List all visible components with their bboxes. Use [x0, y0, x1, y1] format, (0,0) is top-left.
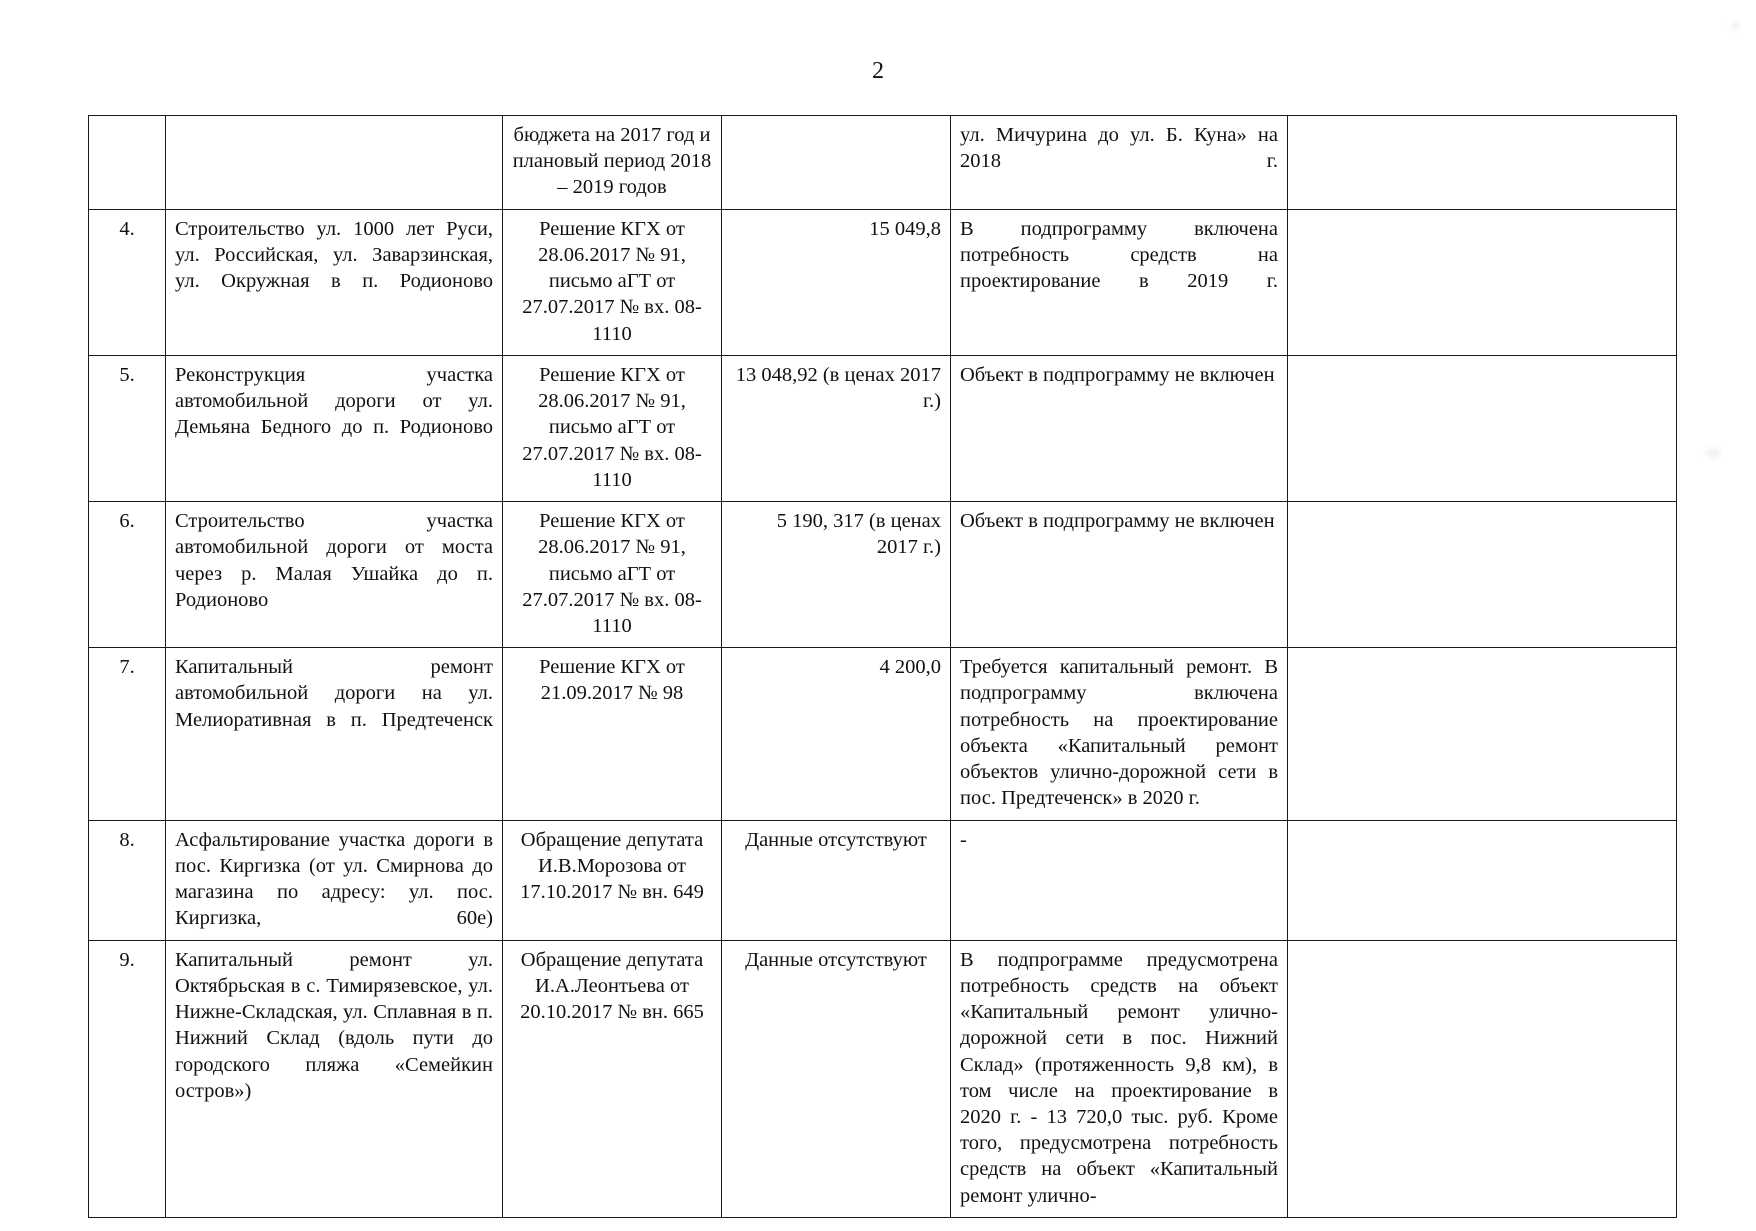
cell-extra	[1288, 116, 1677, 210]
cell-basis: Обращение депутата И.В.Морозова от 17.10.2017 № вн. 649	[503, 820, 722, 940]
table-row	[89, 502, 1677, 648]
cell-number: 9.	[89, 940, 166, 1217]
cell-number: 7.	[89, 648, 166, 820]
cell-amount	[722, 116, 951, 210]
cell-note: Объект в подпрограмму не включен	[951, 502, 1288, 648]
cell-number: 8.	[89, 820, 166, 940]
cell-extra	[1288, 648, 1677, 820]
cell-extra	[1288, 355, 1677, 501]
cell-note: -	[951, 820, 1288, 940]
cell-object-name: Строительство участка автомобильной дороги от моста через р. Малая Ушайка до п. Родионово	[166, 502, 503, 648]
scan-artifact	[1730, 22, 1740, 30]
cell-extra	[1288, 820, 1677, 940]
cell-amount: 13 048,92 (в ценах 2017 г.)	[722, 355, 951, 501]
cell-note: ул. Мичурина до ул. Б. Куна» на 2018 г.	[951, 116, 1288, 210]
cell-number	[89, 116, 166, 210]
projects-table	[88, 115, 1677, 1218]
cell-object-name: Строительство ул. 1000 лет Руси, ул. Российская, ул. Заварзинская, ул. Окружная в п. Родионово	[166, 209, 503, 355]
table-row	[89, 355, 1677, 501]
cell-basis: Решение КГХ от 28.06.2017 № 91, письмо аГТ от 27.07.2017 № вх. 08-1110	[503, 502, 722, 648]
table-container	[88, 115, 1668, 1218]
table-row	[89, 820, 1677, 940]
cell-extra	[1288, 209, 1677, 355]
cell-number: 6.	[89, 502, 166, 648]
cell-amount: 15 049,8	[722, 209, 951, 355]
cell-basis: Решение КГХ от 21.09.2017 № 98	[503, 648, 722, 820]
table-row	[89, 209, 1677, 355]
table-row	[89, 648, 1677, 820]
cell-note: В подпрограмме предусмотрена потребность средств на объект «Капитальный ремонт улично-дорожной сети в пос. Нижний Склад» (протяженность 9,8 км), в том числе на проектирование в 2020 г. - 13 720,0 тыс. руб. Кроме того, предусмотрена потребность средств на объект «Капитальный ремонт улично-	[951, 940, 1288, 1217]
cell-object-name: Капитальный ремонт автомобильной дороги на ул. Мелиоративная в п. Предтеченск	[166, 648, 503, 820]
cell-basis: Решение КГХ от 28.06.2017 № 91, письмо аГТ от 27.07.2017 № вх. 08-1110	[503, 355, 722, 501]
cell-note: В подпрограмму включена потребность средств на проектирование в 2019 г.	[951, 209, 1288, 355]
table-row	[89, 116, 1677, 210]
cell-amount: Данные отсутствуют	[722, 820, 951, 940]
cell-amount: 5 190, 317 (в ценах 2017 г.)	[722, 502, 951, 648]
cell-object-name: Асфальтирование участка дороги в пос. Киргизка (от ул. Смирнова до магазина по адресу: ул. пос. Киргизка, 60е)	[166, 820, 503, 940]
cell-object-name: Реконструкция участка автомобильной дороги от ул. Демьяна Бедного до п. Родионово	[166, 355, 503, 501]
cell-basis: Обращение депутата И.А.Леонтьева от 20.10.2017 № вн. 665	[503, 940, 722, 1217]
cell-extra	[1288, 502, 1677, 648]
cell-number: 4.	[89, 209, 166, 355]
cell-extra	[1288, 940, 1677, 1217]
scan-artifact	[1705, 448, 1721, 458]
cell-object-name	[166, 116, 503, 210]
cell-basis: Решение КГХ от 28.06.2017 № 91, письмо аГТ от 27.07.2017 № вх. 08-1110	[503, 209, 722, 355]
cell-note: Требуется капитальный ремонт. В подпрограмму включена потребность на проектирование объекта «Капитальный ремонт объектов улично-дорожной сети в пос. Предтеченск» в 2020 г.	[951, 648, 1288, 820]
cell-amount: Данные отсутствуют	[722, 940, 951, 1217]
cell-note: Объект в подпрограмму не включен	[951, 355, 1288, 501]
page-number: 2	[872, 58, 884, 84]
table-row	[89, 940, 1677, 1217]
cell-object-name: Капитальный ремонт ул. Октябрьская в с. Тимирязевское, ул. Нижне-Складская, ул. Сплавная в п. Нижний Склад (вдоль пути до городского пляжа «Семейкин остров»)	[166, 940, 503, 1217]
cell-basis: бюджета на 2017 год и плановый период 2018 – 2019 годов	[503, 116, 722, 210]
cell-amount: 4 200,0	[722, 648, 951, 820]
cell-number: 5.	[89, 355, 166, 501]
